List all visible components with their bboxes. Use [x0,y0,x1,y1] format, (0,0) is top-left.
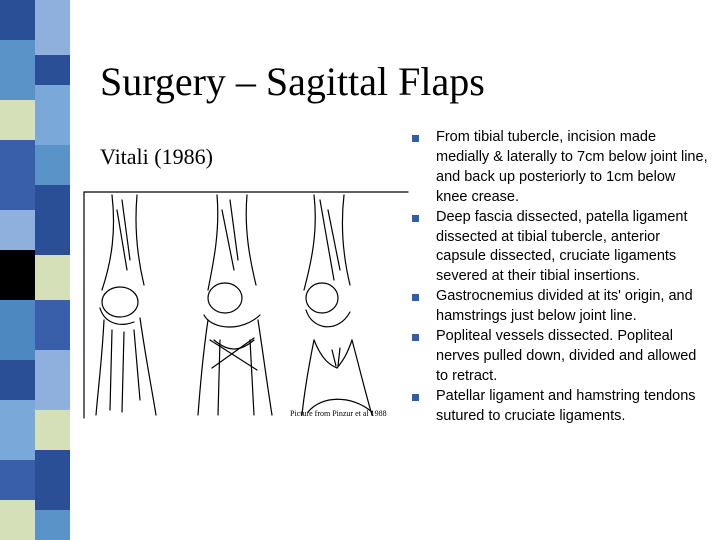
bullet-text: Patellar ligament and hamstring tendons sutured to cruciate ligaments. [436,387,696,424]
bullet-item [408,387,708,427]
knee-surgery-illustration [82,190,412,430]
bullet-item [408,208,708,288]
square-bullet-icon [412,215,419,222]
figure-caption: Picture from Pinzur et al 1988 [290,409,387,418]
slide-title: Surgery – Sagittal Flaps [100,59,485,104]
square-bullet-icon [412,394,419,401]
bullet-item [408,128,708,208]
bullet-text: From tibial tubercle, incision made medially & laterally to 7cm below joint line, and back up posteriorly to 1cm below knee crease. [436,129,708,205]
bullet-text: Gastrocnemius divided at its' origin, and hamstrings just below joint line. [436,288,693,325]
bullet-text: Deep fascia dissected, patella ligament dissected at tibial tubercle, anterior capsule dissected, cruciate ligaments severed at their tibial insertions. [436,208,688,285]
square-bullet-icon [412,294,419,301]
decorative-color-stripe [0,0,70,540]
bullet-list [408,128,708,427]
square-bullet-icon [412,135,419,142]
knee-drawings [82,190,412,430]
bullet-text: Popliteal vessels dissected. Popliteal nerves pulled down, divided and allowed to retract. [436,328,697,384]
slide-subtitle: Vitali (1986) [100,144,213,169]
bullet-item [408,287,708,327]
bullet-item [408,327,708,387]
square-bullet-icon [412,334,419,341]
